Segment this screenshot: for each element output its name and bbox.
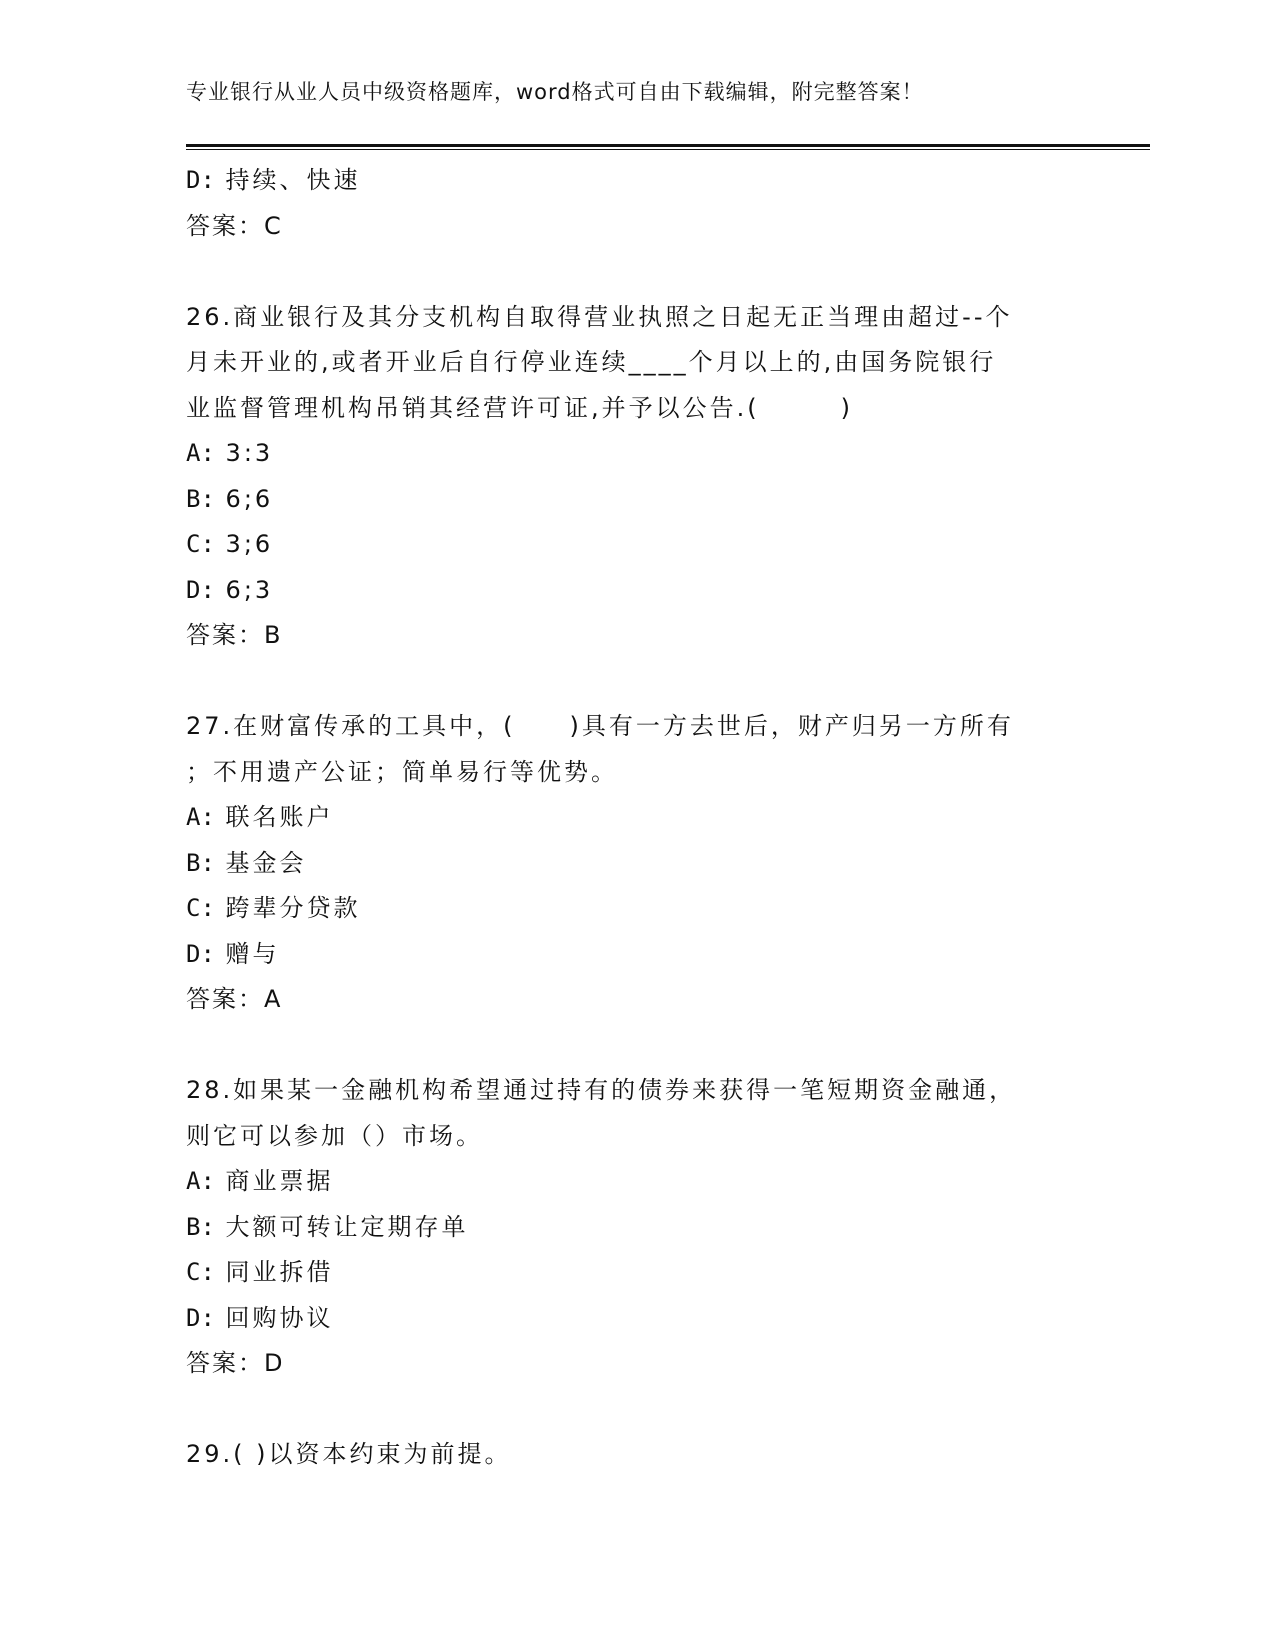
question-text-line: 业监督管理机构吊销其经营许可证,并予以公告.( ) [186,393,853,422]
header-rule-thick [186,144,1150,147]
question-text-line: 月未开业的,或者开业后自行停业连续____个月以上的,由国务院银行 [186,348,997,376]
option-text: 3:3 [225,439,274,467]
option-letter: D: [186,939,215,968]
option-text: 6;6 [225,484,274,513]
option-letter: D: [186,166,215,194]
option-letter: B: [186,484,215,513]
question-text-line: 29.( )以资本约束为前提。 [186,1440,512,1468]
option-c [186,886,1086,932]
answer-line: 答案：C [186,211,283,240]
option-d [186,568,1086,614]
option-b [186,477,1086,523]
option-d [186,1296,1086,1342]
option-a [186,1159,1086,1205]
option-text: 跨辈分贷款 [225,894,361,922]
option-c [186,522,1086,568]
option-b [186,1205,1086,1251]
option-letter: C: [186,530,215,558]
answer-line: 答案：B [186,621,283,649]
option-text: 同业拆借 [225,1258,334,1286]
question-text-line: 27.在财富传承的工具中，( )具有一方去世后，财产归另一方所有 [186,712,1014,740]
question-text-line: 则它可以参加（）市场。 [186,1121,483,1150]
option-a [186,795,1086,841]
question-26 [186,295,1086,659]
question-28 [186,1068,1086,1387]
option-letter: C: [186,1258,215,1286]
answer-line: 答案：A [186,985,283,1013]
option-letter: A: [186,1167,215,1195]
option-a [186,431,1086,477]
option-text: 回购协议 [225,1303,334,1332]
option-letter: C: [186,894,215,922]
option-text: 持续、快速 [225,166,361,194]
option-text: 3;6 [225,530,274,558]
option-text: 联名账户 [225,803,334,831]
header-rule-thin [186,149,1150,150]
question-text-line: ；不用遗产公证；简单易行等优势。 [186,757,618,786]
answer-line: 答案：D [186,1349,285,1377]
question-29 [186,1432,1086,1478]
option-letter: D: [186,1303,215,1332]
option-letter: A: [186,803,215,831]
option-letter: A: [186,439,215,467]
question-text-line: 26.商业银行及其分支机构自取得营业执照之日起无正当理由超过--个 [186,302,1013,331]
option-text: 大额可转让定期存单 [225,1212,469,1241]
page-header: 专业银行从业人员中级资格题库，word格式可自由下载编辑，附完整答案！ [186,80,924,104]
option-letter: B: [186,1212,215,1241]
question-text-line: 28.如果某一金融机构希望通过持有的债券来获得一笔短期资金融通， [186,1076,1017,1104]
option-text: 赠与 [225,939,280,968]
option-letter: B: [186,848,215,877]
option-d [186,932,1086,978]
option-b [186,841,1086,887]
question-27 [186,704,1086,1023]
option-text: 基金会 [225,848,307,877]
option-text: 商业票据 [225,1167,334,1195]
option-c [186,1250,1086,1296]
option-letter: D: [186,575,215,604]
option-d [186,158,1086,204]
question-list [186,158,1086,1478]
option-text: 6;3 [225,575,274,604]
